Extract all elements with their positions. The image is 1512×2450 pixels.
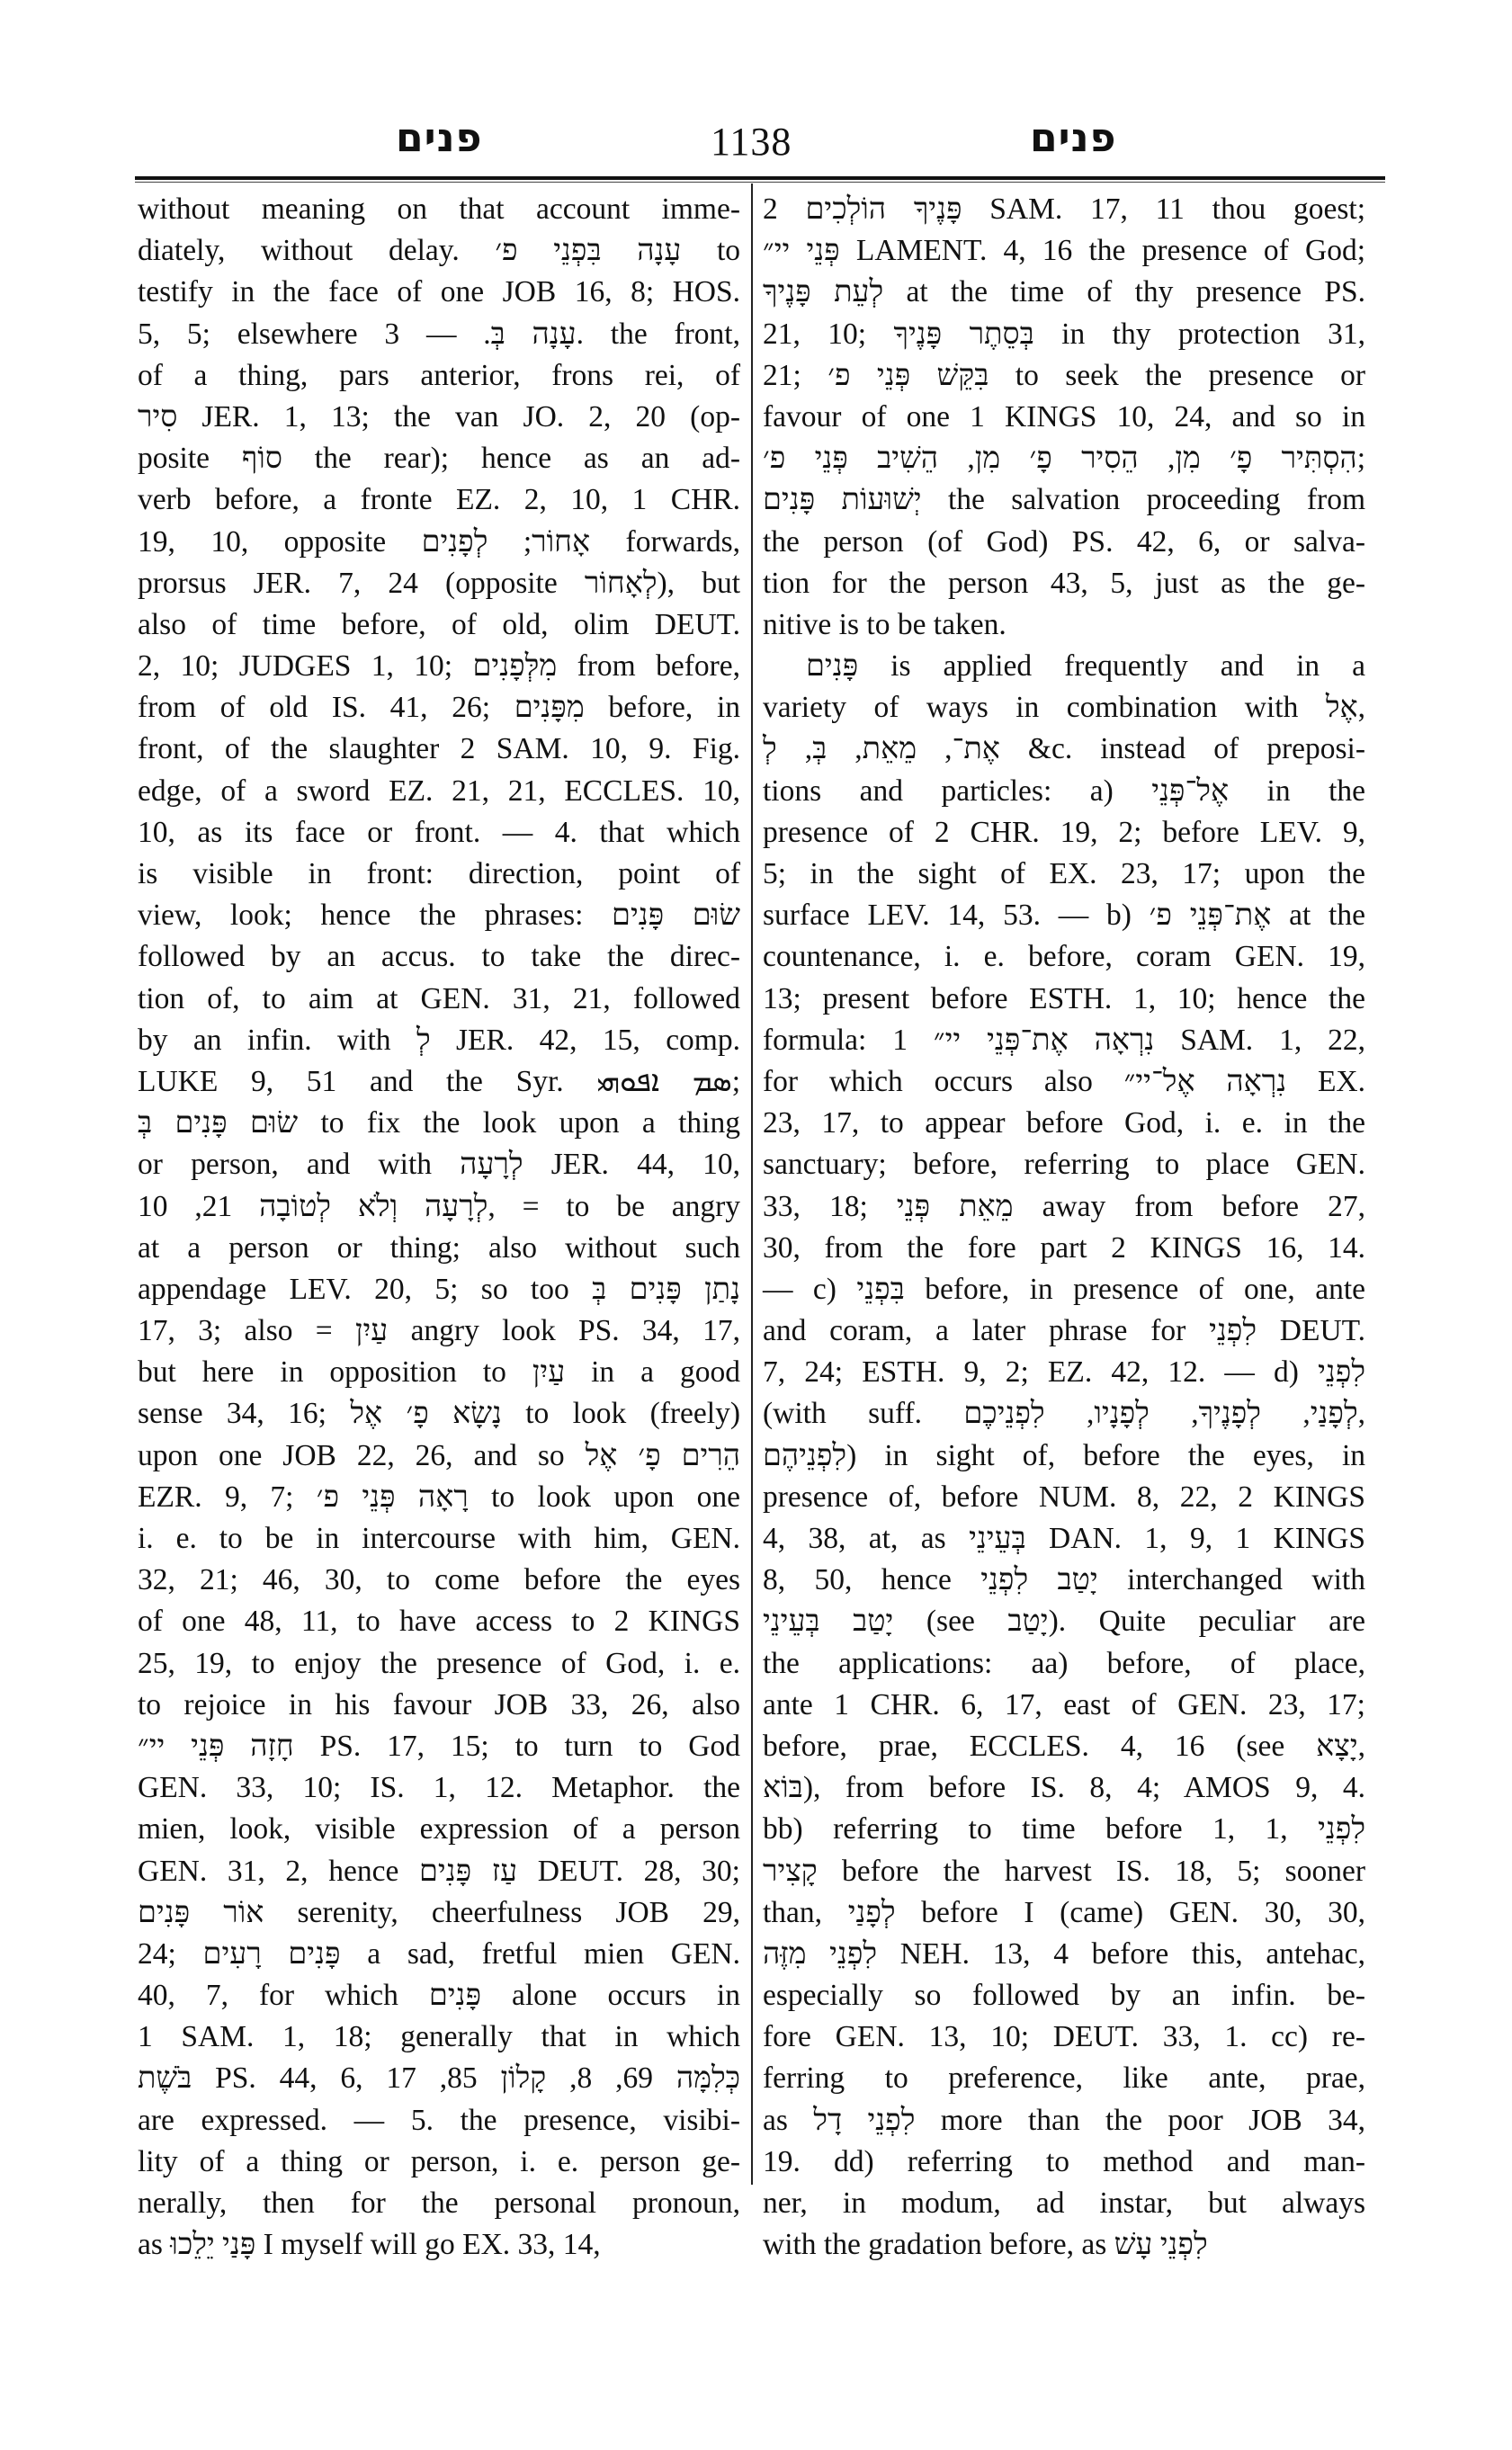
text-line: before, prae, ECCLES. 4, 16 (see יָצָא, bbox=[763, 1729, 1365, 1763]
text-line: formula: נִרְאָה אֶת־פְּנֵי יי״ 1 SAM. 1, 22, bbox=[763, 1023, 1365, 1057]
text-line: 2, 10; JUDGES 1, 10; מִלְּפָנִים from before, bbox=[138, 649, 741, 684]
column-divider bbox=[751, 183, 753, 2185]
header-rule-thin bbox=[135, 182, 1385, 183]
running-head-right: פנים bbox=[1030, 115, 1117, 161]
text-line: edge, of a sword EZ. 21, 21, ECCLES. 10, bbox=[138, 773, 740, 808]
text-line: אֶת־, מֵאֵת, בְּ, לְ &c. instead of preposi- bbox=[763, 732, 1365, 766]
text-line: לְעֵת פָּנֶיךָ at the time of thy presence PS. bbox=[763, 275, 1365, 309]
text-line: 33, 18; מֵאֵת פְּנֵי away from before 27, bbox=[763, 1189, 1365, 1223]
text-line: 40, 7, for which פָּנִים alone occurs in bbox=[138, 1979, 740, 2013]
text-line: ante 1 CHR. 6, 17, east of GEN. 23, 17; bbox=[763, 1687, 1365, 1721]
text-line: testify in the face of one JOB 16, 8; HOS. bbox=[138, 275, 740, 309]
text-line: followed by an accus. to take the direc- bbox=[138, 940, 740, 974]
text-line: EZR. 9, 7; רָאָה פְּנֵי פ׳ to look upon one bbox=[138, 1480, 741, 1514]
text-line: חָזָה פְּנֵי יי״ PS. 17, 15; to turn to God bbox=[138, 1729, 740, 1763]
page-header bbox=[135, 115, 1385, 169]
text-line: 13; present before ESTH. 1, 10; hence the bbox=[763, 981, 1365, 1015]
header-rule-thick bbox=[135, 176, 1385, 180]
text-line: as פָּנַי יֵלֵכוּ I myself will go EX. 33, 14, bbox=[138, 2228, 601, 2262]
text-line: 21, 10; בְּסֵתֶר פָּנֶיךָ in thy protection 31, bbox=[763, 317, 1365, 351]
text-line: 4, 38, at, as בְּעֵינֵי DAN. 1, 9, 1 KINGS bbox=[763, 1522, 1365, 1555]
text-line: פְּנֵי יי״ LAMENT. 4, 16 the presence of God; bbox=[763, 234, 1365, 268]
text-line: with the gradation before, as לִפְנֵי עָשׁ bbox=[763, 2228, 1208, 2262]
text-line: than, לְפָנַי before I (came) GEN. 30, 30, bbox=[763, 1895, 1365, 1929]
text-line: posite סוֹף the rear); hence as an ad- bbox=[138, 442, 740, 476]
text-line: prorsus JER. 7, 24 (opposite לְאָחוֹר), but bbox=[138, 566, 740, 600]
text-line: GEN. 31, 2, hence עַז פָּנִים DEUT. 28, 30; bbox=[138, 1854, 740, 1888]
text-line: tion for the person 43, 5, just as the ge- bbox=[763, 566, 1365, 600]
text-line: nerally, then for the personal pronoun, bbox=[138, 2186, 740, 2220]
text-line: the person (of God) PS. 42, 6, or salva- bbox=[763, 524, 1365, 559]
text-line: יָטַב בְּעֵינֵי (see יָטַב). Quite peculiar are bbox=[763, 1605, 1366, 1639]
text-line: diately, without delay. עָנָה בִּפְנֵי פ׳ to bbox=[138, 234, 740, 268]
text-line: front, of the slaughter 2 SAM. 10, 9. Fig. bbox=[138, 732, 740, 766]
text-line: presence of, before NUM. 8, 22, 2 KINGS bbox=[763, 1480, 1365, 1514]
text-line: fore GEN. 13, 10; DEUT. 33, 1. cc) re- bbox=[763, 2020, 1365, 2054]
text-line: variety of ways in combination with אֶל, bbox=[763, 691, 1365, 725]
text-line: 30, from the fore part 2 KINGS 16, 14. bbox=[763, 1230, 1365, 1265]
text-line: is visible in front: direction, point of bbox=[138, 857, 740, 890]
text-line: לִפְנֵי מִזֶּה NEH. 13, 4 before this, antehac, bbox=[763, 1936, 1365, 1971]
text-line: especially so followed by an infin. be- bbox=[763, 1979, 1365, 2013]
text-line: GEN. 33, 10; IS. 1, 12. Metaphor. the bbox=[138, 1771, 740, 1805]
text-line: 21; בִּקֵּשׁ פְּנֵי פ׳ to seek the presence or bbox=[763, 358, 1365, 392]
text-line: (with suff. לְפָנַי, לְפָנֶיךָ, לְפָנָיו, לִפְנֵיכֶם, bbox=[763, 1397, 1365, 1431]
text-line: for which occurs also נִרְאָה אֶל־יי״ EX. bbox=[763, 1064, 1365, 1098]
text-line: of a thing, pars anterior, frons rei, of bbox=[138, 358, 740, 392]
text-line: 8, 50, hence יָטַב לִפְנֵי interchanged with bbox=[763, 1563, 1365, 1597]
text-line: בּוֹא), from before IS. 8, 4; AMOS 9, 4. bbox=[763, 1771, 1365, 1805]
text-line: sense 34, 16; נָשָׂא פָ׳ אֶל to look (freely) bbox=[138, 1397, 740, 1431]
text-line: view, look; hence the phrases: שׂוּם פָּנִים bbox=[138, 899, 740, 933]
text-line: אוֹר פָּנִים serenity, cheerfulness JOB 29, bbox=[138, 1895, 740, 1929]
text-line: at a person or thing; also without such bbox=[138, 1230, 740, 1265]
text-line: 5; in the sight of EX. 23, 17; upon the bbox=[763, 857, 1365, 890]
text-line: appendage LEV. 20, 5; so too נָתַן פָּנִים בְּ bbox=[138, 1272, 740, 1306]
text-line: יְשׁוּעוֹת פָּנִים the salvation proceeding from bbox=[763, 483, 1366, 517]
text-line: ferring to preference, like ante, prae, bbox=[763, 2061, 1365, 2096]
text-line: bb) referring to time before 1, 1, לִפְנֵי bbox=[763, 1812, 1365, 1846]
text-line: 7, 24; ESTH. 9, 2; EZ. 42, 12. — d) לִפְנֵי bbox=[763, 1355, 1365, 1390]
text-line: 32, 21; 46, 30, to come before the eyes bbox=[138, 1563, 740, 1597]
text-line: from of old IS. 41, 26; מִפָּנִים before, in bbox=[138, 691, 741, 725]
text-line: surface LEV. 14, 53. — b) אֶת־פְּנֵי פ׳ at the bbox=[763, 899, 1365, 933]
text-line: also of time before, of old, olim DEUT. bbox=[138, 607, 740, 641]
right-column bbox=[763, 189, 1365, 2266]
left-column bbox=[138, 189, 740, 2266]
text-line: nitive is to be taken. bbox=[763, 607, 1007, 641]
text-line: סִיר JER. 1, 13; the van JO. 2, 20 (op- bbox=[138, 399, 740, 434]
text-line: tions and particles: a) אֶל־פְּנֵי in the bbox=[763, 773, 1365, 808]
text-line: to rejoice in his favour JOB 33, 26, also bbox=[138, 1687, 740, 1721]
text-line: ner, in modum, ad instar, but always bbox=[763, 2186, 1365, 2220]
text-line: sanctuary; before, referring to place GEN. bbox=[763, 1148, 1365, 1182]
text-line: 17, 3; also = עַיִן angry look PS. 34, 17, bbox=[138, 1314, 740, 1348]
text-line: countenance, i. e. before, coram GEN. 19, bbox=[763, 940, 1365, 974]
text-line: פָּנִים is applied frequently and in a bbox=[806, 649, 1365, 684]
text-line: upon one JOB 22, 26, and so הֵרִים פָ׳ אֶל bbox=[138, 1438, 740, 1472]
text-line: of one 48, 11, to have access to 2 KINGS bbox=[138, 1605, 740, 1639]
text-line: tion of, to aim at GEN. 31, 21, followed bbox=[138, 981, 740, 1015]
page-number: 1138 bbox=[711, 120, 792, 164]
text-line: but here in opposition to עַיִן in a good bbox=[138, 1355, 740, 1390]
text-line: without meaning on that account imme- bbox=[138, 192, 740, 226]
text-line: 19, 10, opposite אָחוֹר; לְפָנִים forwards, bbox=[138, 524, 740, 559]
text-line: שׂוּם פָּנִים בְּ to fix the look upon a thing bbox=[138, 1106, 740, 1140]
text-line: קָצִיר before the harvest IS. 18, 5; sooner bbox=[763, 1854, 1365, 1888]
text-line: 25, 19, to enjoy the presence of God, i. e. bbox=[138, 1646, 740, 1680]
text-line: 10, as its face or front. — 4. that which bbox=[138, 815, 740, 849]
text-line: are expressed. — 5. the presence, visibi- bbox=[138, 2103, 740, 2137]
text-line: בֹּשֶׁת PS. 44, 6, כְּלִמָּה 69, 8, קָלוֹן 85, 17 bbox=[138, 2061, 741, 2096]
text-line: the applications: aa) before, of place, bbox=[763, 1646, 1365, 1680]
text-line: 19. dd) referring to method and man- bbox=[763, 2144, 1365, 2178]
text-line: lity of a thing or person, i. e. person ge- bbox=[138, 2144, 740, 2178]
text-line: 24; פָּנִים רָעִים a sad, fretful mien GEN. bbox=[138, 1936, 740, 1971]
text-line: הִסְתִּיר פָ׳ מִן, הֵסִיר פָ׳ מִן, הֵשִׁיב פְּנֵי פ׳; bbox=[763, 442, 1365, 476]
text-line: 23, 17, to appear before God, i. e. in the bbox=[763, 1106, 1365, 1140]
text-line: and coram, a later phrase for לִפְנֵי DEUT. bbox=[763, 1314, 1365, 1348]
text-line: 5, 5; elsewhere עָנָה בְּ. — 3. the front, bbox=[138, 317, 740, 351]
text-line: לִפְנֵיהֶם) in sight of, before the eyes, in bbox=[763, 1438, 1365, 1472]
text-line: 1 SAM. 1, 18; generally that in which bbox=[138, 2020, 740, 2054]
text-line: or person, and with לְרָעָה JER. 44, 10, bbox=[138, 1148, 740, 1182]
text-line: — c) בִּפְנֵי before, in presence of one, ante bbox=[763, 1272, 1365, 1306]
running-head-left: פנים bbox=[396, 115, 483, 161]
text-line: by an infin. with לְ JER. 42, 15, comp. bbox=[138, 1023, 740, 1057]
text-line: לְרָעָה וְלֹא לְטוֹבָה 21, 10, = to be angry bbox=[138, 1189, 741, 1223]
text-line: פָּנֶיךָ הוֹלְכִים 2 SAM. 17, 11 thou goest; bbox=[763, 192, 1365, 226]
text-line: LUKE 9, 51 and the Syr. ܣܡ ܐܦܘܗܝ; bbox=[138, 1064, 740, 1098]
text-line: i. e. to be in intercourse with him, GEN. bbox=[138, 1522, 740, 1555]
text-line: presence of 2 CHR. 19, 2; before LEV. 9, bbox=[763, 815, 1365, 849]
text-line: favour of one 1 KINGS 10, 24, and so in bbox=[763, 399, 1365, 434]
text-line: mien, look, visible expression of a person bbox=[138, 1812, 740, 1846]
text-line: verb before, a fronte EZ. 2, 10, 1 CHR. bbox=[138, 483, 740, 517]
text-line: as לִפְנֵי דָל more than the poor JOB 34, bbox=[763, 2103, 1365, 2137]
